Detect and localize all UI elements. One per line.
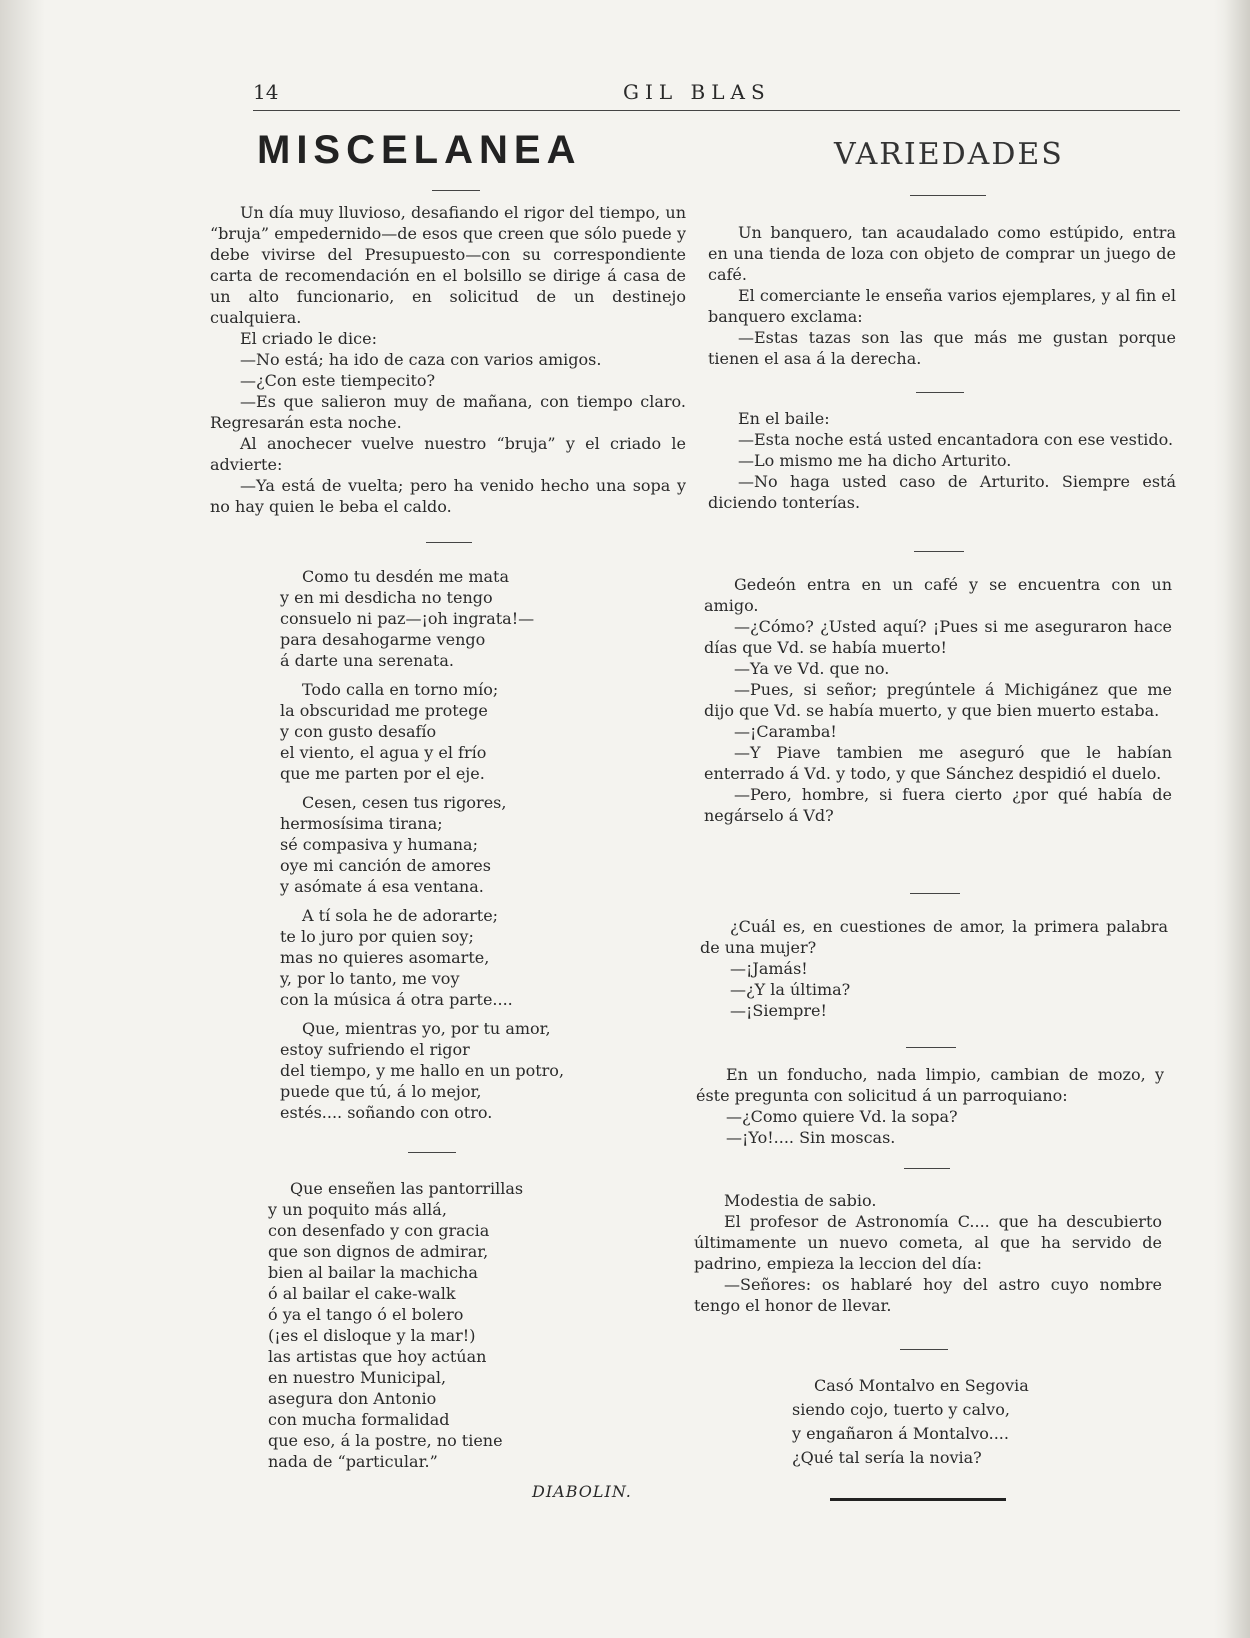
verse-line: á darte una serenata. — [280, 651, 454, 670]
verse-line: mas no quieres asomarte, — [280, 948, 490, 967]
end-rule — [830, 1498, 1006, 1501]
paragraph: —Pues, si señor; pregúntele á Michigánez que me dijo que Vd. se había muerto, y que bien muerto estaba. — [704, 680, 1172, 720]
paragraph: —¡Caramba! — [734, 722, 837, 741]
paragraph: —Ya ve Vd. que no. — [734, 659, 890, 678]
page-header — [253, 80, 1183, 112]
verse-line: y con gusto desafío — [280, 722, 437, 741]
stanza — [280, 792, 564, 897]
page-number: 14 — [253, 80, 279, 104]
verse-line: el viento, el agua y el frío — [280, 743, 487, 762]
verse-line: Casó Montalvo en Segovia — [814, 1376, 1029, 1395]
verse-line: y, por lo tanto, me voy — [280, 969, 460, 988]
stanza — [280, 1018, 564, 1123]
page-edge-left — [0, 0, 45, 1638]
paragraph: En el baile: — [738, 409, 830, 428]
stanza — [280, 679, 564, 784]
paragraph: ¿Cuál es, en cuestiones de amor, la primera palabra de una mujer? — [700, 917, 1168, 957]
author-signature: DIABOLIN. — [532, 1482, 632, 1501]
verse-line: y en mi desdicha no tengo — [280, 588, 493, 607]
paragraph: Al anochecer vuelve nuestro “bruja” y el criado le advierte: — [210, 434, 686, 474]
verse-line: hermosísima tirana; — [280, 814, 443, 833]
paragraph: —¡Jamás! — [730, 959, 808, 978]
verse-line: que eso, á la postre, no tiene — [268, 1431, 503, 1450]
paragraph: El criado le dice: — [240, 329, 377, 348]
joke-fonducho — [696, 1064, 1164, 1148]
paragraph: —Pero, hombre, si fuera cierto ¿por qué había de negárselo á Vd? — [704, 785, 1172, 825]
paragraph: —Estas tazas son las que más me gustan porque tienen el asa á la derecha. — [708, 328, 1176, 368]
epigram-montalvo — [792, 1374, 1029, 1470]
separator — [910, 893, 960, 894]
paragraph: El comerciante le enseña varios ejemplares, y al fin el banquero exclama: — [708, 286, 1176, 326]
verse-line: Que enseñen las pantorrillas — [290, 1179, 524, 1198]
verse-line: (¡es el disloque y la mar!) — [268, 1326, 476, 1345]
verse-line: Cesen, cesen tus rigores, — [302, 793, 507, 812]
anecdote-bruja — [210, 202, 686, 517]
stanza — [280, 566, 564, 671]
verse-line: para desahogarme vengo — [280, 630, 486, 649]
paragraph: Un banquero, tan acaudalado como estúpido, entra en una tienda de loza con objeto de comprar un juego de café. — [708, 223, 1176, 284]
verse-line: asegura don Antonio — [268, 1389, 437, 1408]
verse-line: bien al bailar la machicha — [268, 1263, 478, 1282]
verse-line: Como tu desdén me mata — [302, 567, 510, 586]
verse-line: A tí sola he de adorarte; — [302, 906, 499, 925]
verse-line: en nuestro Municipal, — [268, 1368, 447, 1387]
joke-gedeon — [704, 574, 1172, 826]
verse-line: sé compasiva y humana; — [280, 835, 478, 854]
paragraph: Gedeón entra en un café y se encuentra con un amigo. — [704, 575, 1172, 615]
separator — [904, 1168, 950, 1169]
paragraph: —Ya está de vuelta; pero ha venido hecho una sopa y no hay quien le beba el caldo. — [210, 476, 686, 516]
verse-line: con la música á otra parte.... — [280, 990, 513, 1009]
verse-line: nada de “particular.” — [268, 1452, 438, 1471]
separator — [916, 392, 964, 393]
paragraph: —¡Yo!.... Sin moscas. — [726, 1128, 896, 1147]
verse-line: que me parten por el eje. — [280, 764, 485, 783]
joke-banquero — [708, 222, 1176, 369]
paragraph: En un fonducho, nada limpio, cambian de mozo, y éste pregunta con solicitud á un parroquiano: — [696, 1065, 1164, 1105]
paragraph: —¡Siempre! — [730, 1001, 827, 1020]
verse-line: que son dignos de admirar, — [268, 1242, 489, 1261]
paragraph: —Y Piave tambien me aseguró que le habían enterrado á Vd. y todo, y que Sánchez despidió el duelo. — [704, 743, 1172, 783]
section-title-miscelanea: MISCELANEA — [257, 128, 582, 172]
separator — [914, 551, 964, 552]
separator — [426, 542, 472, 543]
verse-line: con mucha formalidad — [268, 1410, 450, 1429]
paragraph: —¿Como quiere Vd. la sopa? — [726, 1107, 958, 1126]
separator — [910, 195, 986, 196]
verse-line: oye mi canción de amores — [280, 856, 491, 875]
paragraph: —No haga usted caso de Arturito. Siempre está diciendo tonterías. — [708, 472, 1176, 512]
separator — [408, 1152, 456, 1153]
joke-astronomia — [694, 1190, 1162, 1316]
separator — [432, 190, 480, 191]
verse-line: y un poquito más allá, — [268, 1200, 447, 1219]
poem-pantorrillas — [268, 1178, 523, 1472]
verse-line: y engañaron á Montalvo.... — [792, 1424, 1009, 1443]
page-edge-right — [1214, 0, 1250, 1638]
separator — [900, 1349, 948, 1350]
paragraph: —No está; ha ido de caza con varios amigos. — [240, 350, 602, 369]
verse-line: las artistas que hoy actúan — [268, 1347, 487, 1366]
separator — [906, 1047, 956, 1048]
section-title-variedades: VARIEDADES — [834, 137, 1064, 172]
paragraph: —¿Con este tiempecito? — [240, 371, 436, 390]
paragraph: —¿Cómo? ¿Usted aquí? ¡Pues si me aseguraron hace días que Vd. se había muerto! — [704, 617, 1172, 657]
paragraph: Modestia de sabio. — [724, 1191, 877, 1210]
joke-amor — [700, 916, 1168, 1021]
poem-serenata — [280, 566, 564, 1131]
paragraph: —Esta noche está usted encantadora con ese vestido. — [738, 430, 1174, 449]
verse-line: ó al bailar el cake-walk — [268, 1284, 456, 1303]
verse-line: siendo cojo, tuerto y calvo, — [792, 1400, 1010, 1419]
verse-line: del tiempo, y me hallo en un potro, — [280, 1061, 565, 1080]
paragraph: Un día muy lluvioso, desafiando el rigor del tiempo, un “bruja” empedernido—de esos que creen que sólo puede y debe vivirse del Presupuesto—con su correspondiente carta de recomendación en el bolsillo se dirige á casa de un alto funcionario, en solicitud de un destinejo cualquiera. — [210, 203, 686, 327]
verse-line: consuelo ni paz—¡oh ingrata!— — [280, 609, 535, 628]
verse-line: ó ya el tango ó el bolero — [268, 1305, 464, 1324]
joke-baile — [708, 408, 1176, 513]
verse-line: la obscuridad me protege — [280, 701, 488, 720]
verse-line: Que, mientras yo, por tu amor, — [302, 1019, 551, 1038]
paragraph: —Lo mismo me ha dicho Arturito. — [738, 451, 1012, 470]
verse-line: puede que tú, á lo mejor, — [280, 1082, 482, 1101]
header-rule — [253, 110, 1180, 111]
paragraph: —Es que salieron muy de mañana, con tiempo claro. Regresarán esta noche. — [210, 392, 686, 432]
verse-line: Todo calla en torno mío; — [302, 680, 499, 699]
verse-line: estoy sufriendo el rigor — [280, 1040, 470, 1059]
verse-line: con desenfado y con gracia — [268, 1221, 490, 1240]
paragraph: —Señores: os hablaré hoy del astro cuyo nombre tengo el honor de llevar. — [694, 1275, 1162, 1315]
paragraph: —¿Y la última? — [730, 980, 851, 999]
journal-title: GIL BLAS — [623, 80, 771, 104]
verse-line: te lo juro por quien soy; — [280, 927, 474, 946]
verse-line: estés.... soñando con otro. — [280, 1103, 493, 1122]
paragraph: El profesor de Astronomía C.... que ha descubierto últimamente un nuevo cometa, al que ha servido de padrino, empieza la leccion del día: — [694, 1212, 1162, 1273]
verse-line: y asómate á esa ventana. — [280, 877, 484, 896]
verse-line: ¿Qué tal sería la novia? — [792, 1448, 982, 1467]
stanza — [280, 905, 564, 1010]
